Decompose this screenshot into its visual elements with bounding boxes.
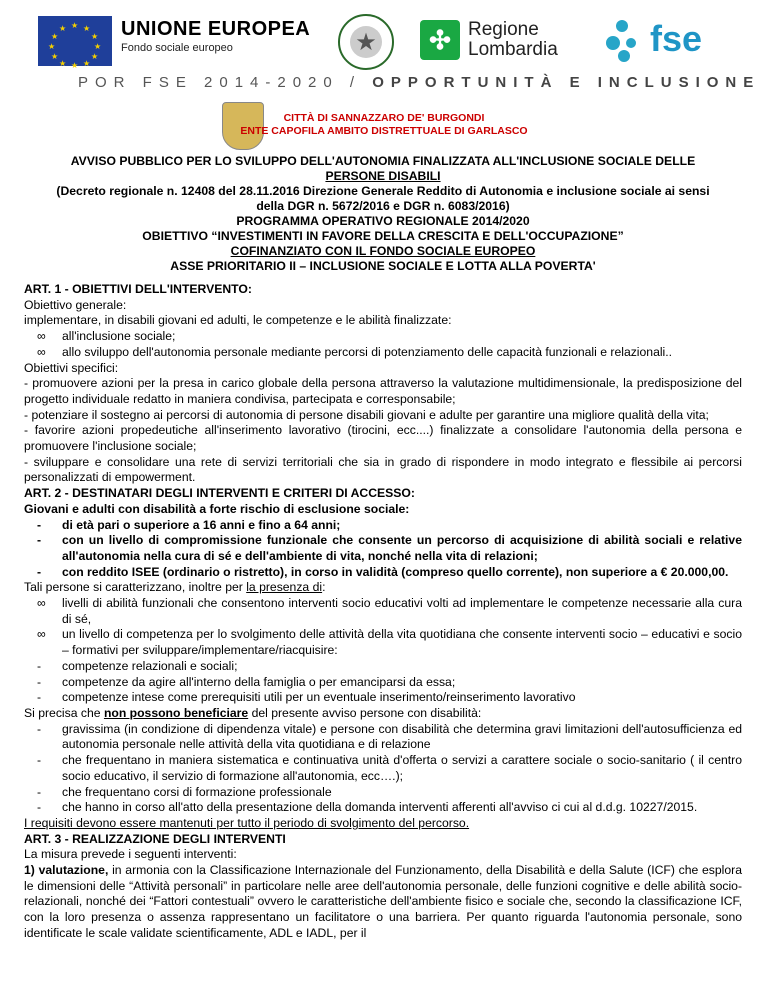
list-item: ∞ all'inclusione sociale; <box>37 329 176 344</box>
list-item: - che frequentano corsi di formazione professionale <box>37 784 332 799</box>
city-line1: CITTÀ DI SANNAZZARO DE' BURGONDI <box>283 112 485 124</box>
lombardia-line1: Regione <box>468 19 539 40</box>
lombardia-line2: Lombardia <box>468 39 558 60</box>
eu-subtitle: Fondo sociale europeo <box>121 42 233 54</box>
list-item: ∞ allo sviluppo dell'autonomia personale mediante percorsi di potenziamento delle capacità funzionali e relazionali.. <box>37 344 673 359</box>
art3-title: ART. 3 - REALIZZAZIONE DEGLI INTERVENTI <box>24 831 286 846</box>
city-header <box>0 112 768 138</box>
lombardia-logo-icon: ✣ <box>420 20 460 60</box>
list-item: - con un livello di compromissione funzionale che consente un percorso di acquisizione di abilità sociali e relative all'autonomia nella cura di sé e dell'ambiente di vita, nonché nella vita di relazioni; <box>37 533 742 563</box>
art2-title: ART. 2 - DESTINATARI DEGLI INTERVENTI E CRITERI DI ACCESSO: <box>24 486 415 501</box>
program-banner: POR FSE 2014-2020 / OPPORTUNITÀ E INCLUSIONE <box>78 74 761 91</box>
document-body: AVVISO PUBBLICO PER LO SVILUPPO DELL'AUTONOMIA FINALIZZATA ALL'INCLUSIONE SOCIALE DELLE PERSONE DISABILI (Decreto regionale n. 12408 del 28.11.2016 Direzione Generale Reddito di Autonomia e inclusione sociale ai sensi della DGR n. 5672/2016 e DGR n. 6083/2016) PROGRAMMA OPERATIVO REGIONALE 2014/2020 OBIETTIVO “INVESTIMENTI IN FAVORE DELLA CRESCITA E DELL'OCCUPAZIONE” COFINANZIATO CON IL FONDO SOCIALE EUROPEO ASSE PRIORITARIO II – INCLUSIONE SOCIALE E LOTTA ALLA POVERTA' ART. 1 - OBIETTIVI DELL'INTERVENTO: Obiettivo generale: implementare, in disabili giovani ed adulti, le competenze e le abilità finalizzate: ∞ all'inclusione sociale; ∞ allo sviluppo dell'autonomia personale mediante percorsi di potenziamento delle capacità funzionali e relazionali.. Obiettivi specifici: - promuovere azioni per la presa in carico globale della persona attraverso la valutazione multidimensionale, la predisposizione del progetto individuale redatto in maniera condivisa, partecipata e corresponsabile; - potenziare il sostegno ai percorsi di autonomia di persone disabili giovani e adulte per garantire una migliore qualità della vita; - favorire azioni propedeutiche all'inserimento lavorativo (tirocini, ecc....) finalizzate a consolidare l'autonomia della persona e promuovere l'inclusione sociale; - sviluppare e consolidare una rete di servizi territoriali che sia in grado di rispondere in modo integrato e flessibile ai percorsi personalizzati di empowerment. ART. 2 - DESTINATARI DEGLI INTERVENTI E CRITERI DI ACCESSO: Giovani e adulti con disabilità a forte rischio di esclusione sociale: - di età pari o superiore a 16 anni e fino a 64 anni; - con un livello di compromissione funzionale che consente un percorso di acquisizione di abilità sociali e relative all'autonomia nella cura di sé e dell'ambiente di vita, nonché nella vita di relazioni; - con reddito ISEE (ordinario o ristretto), in corso in validità (compreso quello corrente), non superiore a € 20.000,00. Tali persone si caratterizzano, inoltre per la presenza di: ∞ livelli di abilità funzionali che consentono interventi socio educativi volti ad implementare le competenze necessarie alla cura di sé, ∞ un livello di competenza per lo svolgimento delle attività della vita quotidiana che consente interventi socio – educativi e socio – formativi per sviluppare/implementare/riacquisire: - competenze relazionali e sociali; - competenze da agire all'interno della famiglia o per emanciparsi da essa; - competenze intese come prerequisiti utili per un eventuale inserimento/reinserimento lavorativo Si precisa che non possono beneficiare del presente avviso persone con disabilità: - gravissima (in condizione di dipendenza vitale) e persone con disabilità che determina gravi limitazioni dell'autosufficienza ed autonomia personale nelle attività della vita quotidiana e di relazione - che frequentano in maniera sistematica e continuativa unità d'offerta o servizi a carattere sociale o socio-sanitario ( il centro socio educativo, il servizio di formazione all'autonomia, ecc….); - che frequentano corsi di formazione professionale - che hanno in corso all'atto della presentazione della domanda interventi afferenti all'avviso ci cui al d.d.g. 10227/2015. I requisiti devono essere mantenuti per tutto il periodo di svolgimento del percorso. ART. 3 - REALIZZAZIONE DEGLI INTERVENTI La misura prevede i seguenti interventi: 1) valutazione, in armonia con la Classificazione Internazionale del Funzionamento, della Disabilità e della Salute (ICF) che esplora le dimensioni delle “Attività personali” in particolare nelle aree dell'autonomia personale, delle funzioni cognitive e delle abilità socio-relazionali, nonché dei “Fattori contestuali” ovvero le caratteristiche dell'ambiente fisico e sociale che, secondo la classificazione ICF, con la loro presenza o assenza rappresentano un facilitatore o una barriera. Per quanto riguarda l'autonomia personale, sono identificate le scale validate scientificamente, ADL e IADL, per il <box>24 154 742 940</box>
eu-title: UNIONE EUROPEA <box>121 18 311 40</box>
list-item: - che frequentano in maniera sistematica e continuativa unità d'offerta o servizi a carattere sociale o socio-sanitario ( il centro socio educativo, il servizio di formazione all'autonomia, ecc….); <box>37 753 742 783</box>
logo-banner <box>0 8 768 68</box>
list-item: - competenze intese come prerequisiti utili per un eventuale inserimento/reinserimento lavorativo <box>37 690 576 705</box>
eu-flag-icon: ★ ★ ★ ★ ★ ★ ★ ★ ★ ★ ★ ★ <box>38 16 112 66</box>
list-item: - che hanno in corso all'atto della presentazione della domanda interventi afferenti all'avviso ci cui al d.d.g. 10227/2015. <box>37 800 698 815</box>
list-item: - di età pari o superiore a 16 anni e fino a 64 anni; <box>37 517 341 532</box>
list-item: - con reddito ISEE (ordinario o ristretto), in corso in validità (compreso quello corrente), non superiore a € 20.000,00. <box>37 564 729 579</box>
city-line2: ENTE CAPOFILA AMBITO DISTRETTUALE DI GARLASCO <box>240 125 528 137</box>
document-header: AVVISO PUBBLICO PER LO SVILUPPO DELL'AUTONOMIA FINALIZZATA ALL'INCLUSIONE SOCIALE DELLE PERSONE DISABILI (Decreto regionale n. 12408 del 28.11.2016 Direzione Generale Reddito di Autonomia e inclusione sociale ai sensi della DGR n. 5672/2016 e DGR n. 6083/2016) PROGRAMMA OPERATIVO REGIONALE 2014/2020 OBIETTIVO “INVESTIMENTI IN FAVORE DELLA CRESCITA E DELL'OCCUPAZIONE” COFINANZIATO CON IL FONDO SOCIALE EUROPEO ASSE PRIORITARIO II – INCLUSIONE SOCIALE E LOTTA ALLA POVERTA' <box>56 154 710 273</box>
italian-republic-emblem-icon: ★ <box>338 14 394 70</box>
art1-title: ART. 1 - OBIETTIVI DELL'INTERVENTO: <box>24 282 252 296</box>
list-item: - gravissima (in condizione di dipendenza vitale) e persone con disabilità che determina gravi limitazioni dell'autosufficienza ed autonomia personale nelle attività della vita quotidiana e di relazione <box>37 721 742 752</box>
fse-logo-icon <box>604 18 644 64</box>
list-item: ∞ un livello di competenza per lo svolgimento delle attività della vita quotidiana che consente interventi socio – educativi e socio – formativi per sviluppare/implementare/riacquisire: <box>37 627 742 658</box>
list-item: - competenze relazionali e sociali; <box>37 658 238 673</box>
fse-title: fse <box>650 18 703 59</box>
list-item: - competenze da agire all'interno della famiglia o per emanciparsi da essa; <box>37 674 456 689</box>
list-item: ∞ livelli di abilità funzionali che consentono interventi socio educativi volti ad implementare le competenze necessarie alla cura di sé, <box>37 596 742 626</box>
